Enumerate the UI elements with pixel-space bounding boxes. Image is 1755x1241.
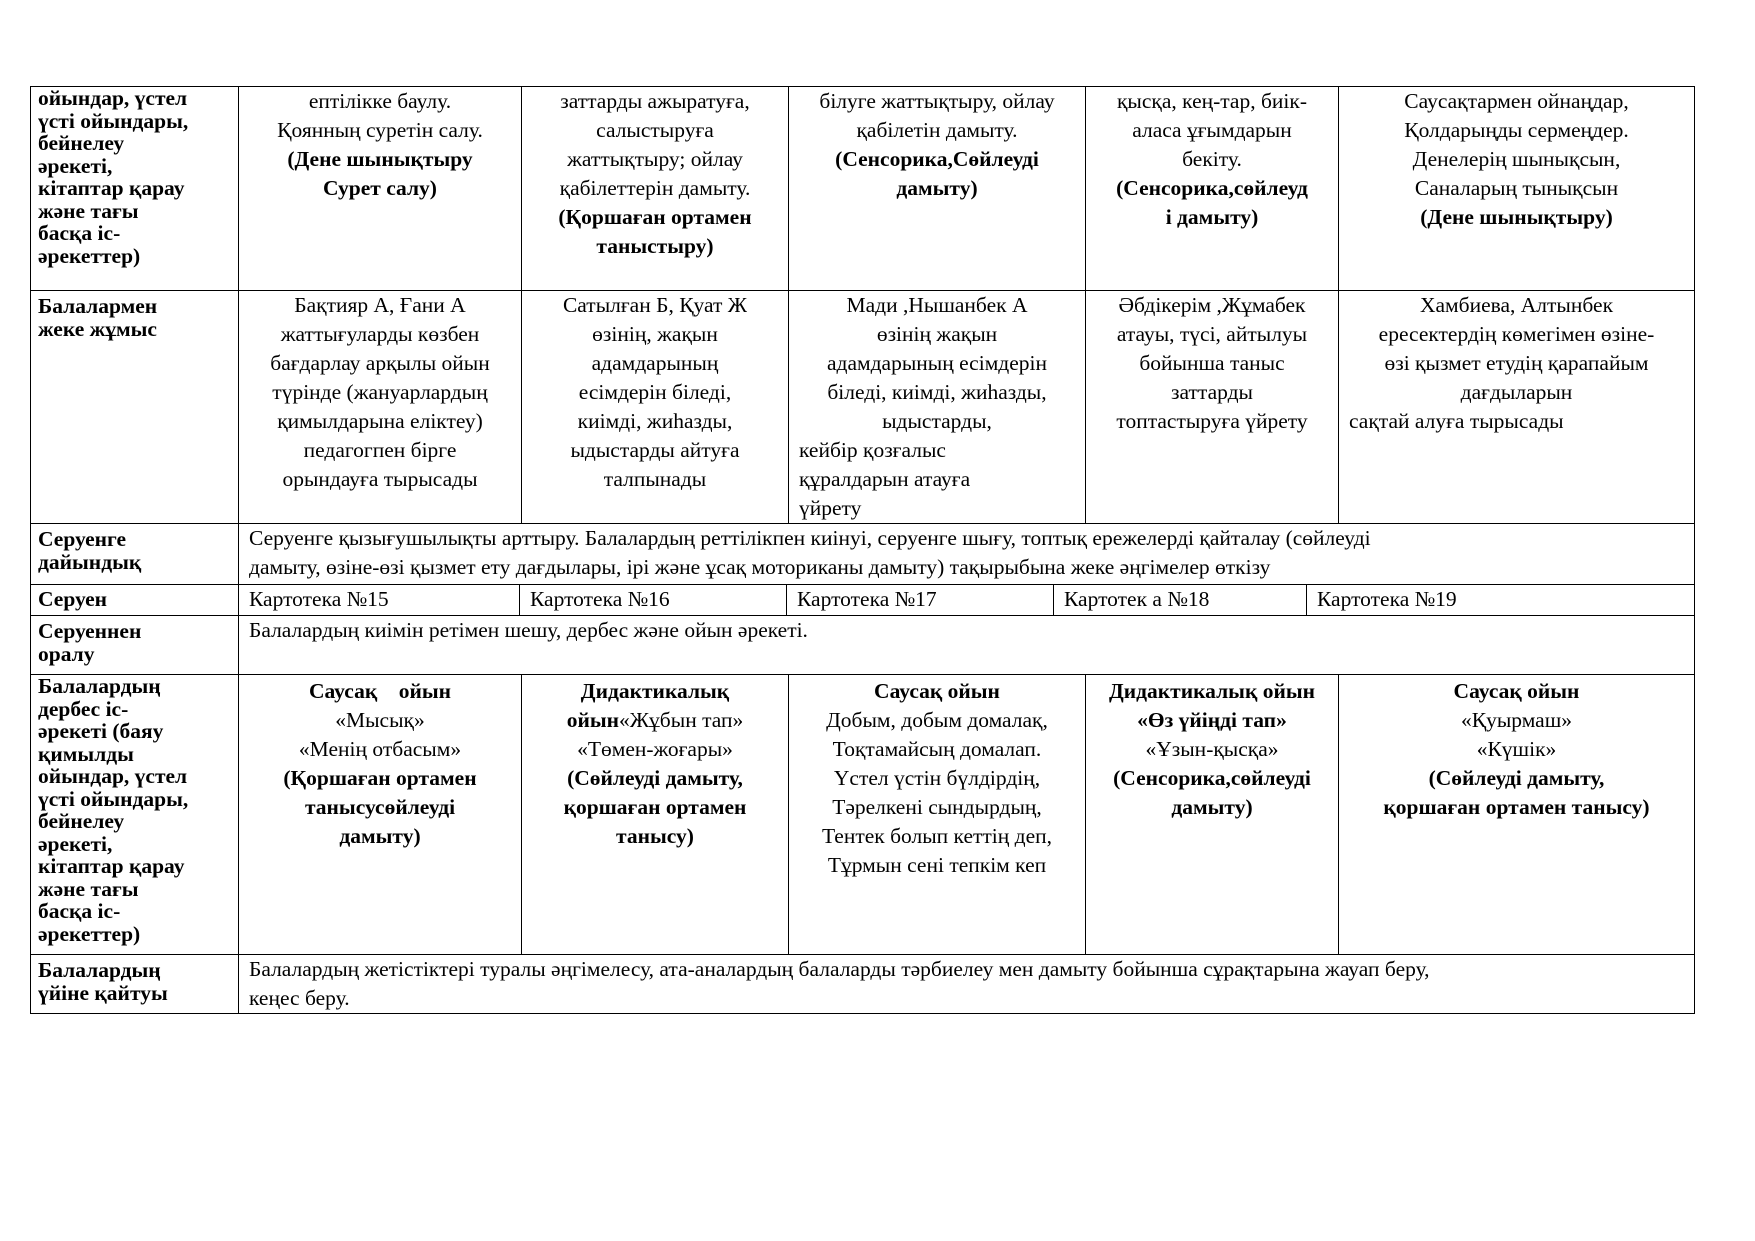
row-walk-return — [31, 616, 1695, 675]
games-cell-5: Саусақтармен ойнаңдар, Қолдарыңды сермеңдер. Денелерің шынықсын, Саналарың тынықсын (Дене шынықтыру) — [1339, 87, 1695, 291]
plan-table — [30, 86, 1695, 1014]
row-walk — [31, 585, 1695, 616]
walk-card-16: Картотека №16 — [520, 585, 787, 615]
walk-card-18: Картотек а №18 — [1054, 585, 1307, 615]
independent-cell-4: Дидактикалық ойын «Өз үйіңді тап» «Ұзын-қысқа» (Сенсорика,сөйлеуді дамыту) — [1086, 675, 1339, 955]
row-going-home — [31, 955, 1695, 1014]
independent-cell-3: Саусақ ойын Добым, добым домалақ, Тоқтамайсың домалап. Үстел үстін бүлдірдің, Тәрелкені сындырдың, Тентек болып кеттің деп, Тұрмын сені тепкім кеп — [789, 675, 1086, 955]
games-cell-2: заттарды ажыратуға, салыстыруға жаттықтыру; ойлау қабілеттерін дамыту. (Қоршаған ортамен таныстыру) — [522, 87, 789, 291]
individual-cell-5: Хамбиева, Алтынбек ересектердің көмегімен өзіне- өзі қызмет етудің қарапайым дағдыларын сақтай алуға тырысады — [1339, 291, 1695, 524]
games-cell-3: білуге жаттықтыру, ойлау қабілетін дамыту. (Сенсорика,Сөйлеуді дамыту) — [789, 87, 1086, 291]
individual-cell-1: Бақтияр А, Ғани А жаттығуларды көзбен бағдарлау арқылы ойын түрінде (жануарлардың қимылдарына еліктеу) педагогпен бірге орындауға тырысады — [239, 291, 522, 524]
going-home-text: Балалардың жетістіктері туралы әңгімелесу, ата-аналардың балаларды тәрбиелеу мен дамыту бойынша сұрақтарына жауап беру, кеңес беру. — [239, 955, 1695, 1014]
walk-card-17: Картотека №17 — [787, 585, 1054, 615]
row-independent-activity — [31, 675, 1695, 955]
walk-cards — [239, 585, 1695, 616]
games-cell-4: қысқа, кең-тар, биік- аласа ұғымдарын бекіту. (Сенсорика,сөйлеуд і дамыту) — [1086, 87, 1339, 291]
walk-card-15: Картотека №15 — [239, 585, 520, 615]
row-walk-preparation — [31, 524, 1695, 585]
individual-cell-2: Сатылған Б, Қуат Ж өзінің, жақын адамдарының есімдерін біледі, киімді, жиһазды, ыдыстарды айтуға талпынады — [522, 291, 789, 524]
independent-cell-5: Саусақ ойын «Қуырмаш» «Күшік» (Сөйлеуді дамыту, қоршаған ортамен танысу) — [1339, 675, 1695, 955]
row-games — [31, 87, 1695, 291]
row-label-walk-preparation: Серуенге дайындық — [31, 524, 239, 585]
row-individual-work — [31, 291, 1695, 524]
independent-cell-2: Дидактикалық ойын«Жұбын тап» «Төмен-жоғары» (Сөйлеуді дамыту, қоршаған ортамен танысу) — [522, 675, 789, 955]
individual-cell-3: Мади ,Нышанбек А өзінің жақын адамдарының есімдерін біледі, киімді, жиһазды, ыдыстарды, кейбір қозғалыс құралдарын атауға үйрету — [789, 291, 1086, 524]
row-label-individual-work: Балалармен жеке жұмыс — [31, 291, 239, 524]
games-cell-1: ептілікке баулу. Қоянның суретін салу. (Дене шынықтыру Сурет салу) — [239, 87, 522, 291]
individual-cell-4: Әбдікерім ,Жұмабек атауы, түсі, айтылуы бойынша таныс заттарды топтастыруға үйрету — [1086, 291, 1339, 524]
row-label-walk-return: Серуеннен оралу — [31, 616, 239, 675]
row-label-games: ойындар, үстел үсті ойындары, бейнелеу әрекеті, кітаптар қарау және тағы басқа іс- әрекеттер) — [31, 87, 239, 291]
independent-cell-1: Саусақ ойын «Мысық» «Менің отбасым» (Қоршаған ортамен танысусөйлеуді дамыту) — [239, 675, 522, 955]
row-label-going-home: Балалардың үйіне қайтуы — [31, 955, 239, 1014]
walk-card-19: Картотека №19 — [1317, 587, 1457, 611]
walk-return-text: Балалардың киімін ретімен шешу, дербес және ойын әрекеті. — [239, 616, 1695, 675]
row-label-independent-activity: Балалардың дербес іс- әрекеті (баяу қимылды ойындар, үстел үсті ойындары, бейнелеу әрекеті, кітаптар қарау және тағы басқа іс- әрекеттер) — [31, 675, 239, 955]
walk-preparation-text: Серуенге қызығушылықты арттыру. Балалардың реттілікпен киінуі, серуенге шығу, топтық ережелерді қайталау (сөйлеуді дамыту, өзіне-өзі қызмет ету дағдылары, ірі және ұсақ моториканы дамыту) тақырыбына жеке әңгімелер өткізу — [239, 524, 1695, 585]
row-label-walk: Серуен — [31, 585, 239, 616]
